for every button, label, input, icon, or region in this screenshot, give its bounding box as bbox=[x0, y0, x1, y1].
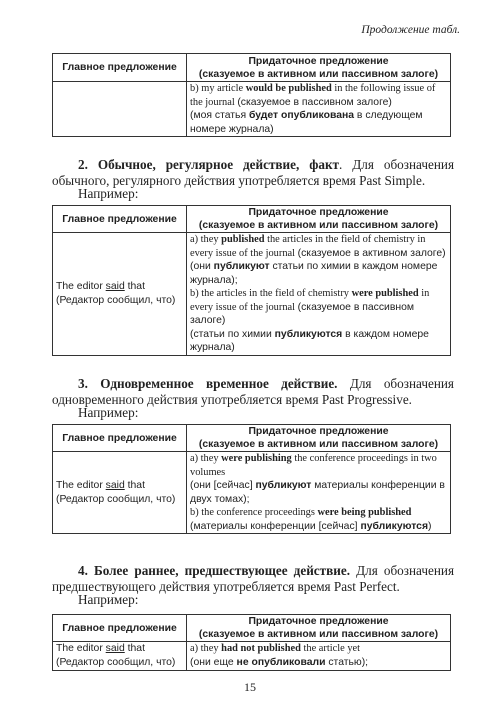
header-sub-clause: Придаточное предложение (сказуемое в активном или пассивном залоге) bbox=[187, 425, 451, 452]
table-3-left-line2: (Редактор сообщил, что) bbox=[56, 493, 176, 505]
table-4-item-a-translation: (они еще не опубликовали статью); bbox=[190, 656, 369, 668]
table-4-left-cell bbox=[53, 642, 187, 671]
section-4-number: 4. bbox=[78, 563, 88, 578]
table-3-right-cell bbox=[187, 452, 451, 534]
table-1-right-cell bbox=[187, 82, 451, 137]
table-2-right-cell bbox=[187, 233, 451, 356]
table-3-item-a-translation: (они [сейчас] публикуют материалы конференции в двух томах); bbox=[190, 480, 445, 505]
table-1-left-cell bbox=[53, 82, 187, 137]
table-2 bbox=[52, 205, 451, 356]
section-3-title: Одновременное временное действие. bbox=[100, 376, 338, 391]
table-4-left-line2: (Редактор сообщил, что) bbox=[56, 657, 176, 668]
table-1-item-b-translation: (моя статья будет опубликована в следующем номере журнала) bbox=[190, 110, 423, 135]
table-3-left-line1: The editor said that bbox=[56, 479, 145, 491]
table-2-left-line1: The editor said that bbox=[56, 280, 145, 292]
table-1-item-b: b) my article would be published in the following issue of the journal (сказуемое в пассивном залоге) bbox=[190, 83, 436, 108]
table-2-item-b-translation: (статьи по химии публикуются в каждом номере журнала) bbox=[190, 328, 429, 353]
table-2-item-a-translation: (они публикуют статьи по химии в каждом номере журнала); bbox=[190, 261, 438, 286]
section-2-text: . Для обозначения обычного, регулярного действия употребляется время Past Simple. bbox=[52, 157, 455, 188]
table-3-item-b: b) the conference proceedings were being published bbox=[190, 507, 412, 518]
section-4-example-label: Например: bbox=[78, 592, 139, 607]
header-main-clause: Главное предложение bbox=[53, 54, 187, 82]
table-3 bbox=[52, 424, 451, 534]
header-main-clause: Главное предложение bbox=[53, 425, 187, 452]
table-3-item-b-translation: (материалы конференции [сейчас] публикуются) bbox=[190, 520, 432, 532]
section-3-example-label: Например: bbox=[78, 405, 139, 420]
header-sub-clause-line1: Придаточное предложение bbox=[248, 55, 389, 67]
continuation-note: Продолжение табл. bbox=[361, 24, 460, 36]
section-2-number: 2. bbox=[78, 157, 88, 172]
table-1 bbox=[52, 53, 451, 137]
table-2-item-a: a) they published the articles in the field of chemistry in every issue of the journal (сказуемое в активном залоге) bbox=[190, 234, 446, 259]
section-2-title: Обычное, регулярное действие, факт bbox=[97, 157, 340, 172]
table-2-left-line2: (Редактор сообщил, что) bbox=[56, 294, 176, 306]
table-4 bbox=[52, 614, 451, 671]
page-number: 15 bbox=[244, 680, 256, 694]
section-4-paragraph bbox=[52, 563, 454, 595]
section-4-title: Более раннее, предшествующее действие. bbox=[94, 563, 350, 578]
header-sub-clause-line2: (сказуемое в активном или пассивном залоге) bbox=[198, 68, 439, 80]
section-2-example-label: Например: bbox=[78, 186, 139, 201]
header-sub-clause bbox=[187, 54, 451, 82]
table-2-item-b: b) the articles in the field of chemistry were published in every issue of the journal (сказуемое в пассивном залоге) bbox=[190, 288, 430, 326]
table-4-item-a: a) they had not published the article yet bbox=[190, 643, 361, 654]
table-2-left-cell bbox=[53, 233, 187, 356]
section-4-text: Для обозначения предшествующего действия употребляется время Past Perfect. bbox=[52, 563, 455, 594]
header-sub-clause: Придаточное предложение (сказуемое в активном или пассивном залоге) bbox=[187, 206, 451, 233]
table-4-left-line1: The editor said that bbox=[56, 643, 145, 654]
section-3-text: Для обозначения одновременного действия употребляется время Past Progressive. bbox=[52, 376, 454, 407]
section-3-paragraph bbox=[52, 376, 454, 408]
section-3-number: 3. bbox=[78, 376, 88, 391]
table-3-item-a: a) they were publishing the conference proceedings in two volumes bbox=[190, 453, 437, 478]
table-3-left-cell bbox=[53, 452, 187, 534]
table-4-right-cell bbox=[187, 642, 451, 671]
section-2-paragraph bbox=[52, 157, 454, 189]
header-sub-clause: Придаточное предложение (сказуемое в активном или пассивном залоге) bbox=[187, 615, 451, 642]
header-main-clause: Главное предложение bbox=[53, 615, 187, 642]
header-main-clause: Главное предложение bbox=[53, 206, 187, 233]
